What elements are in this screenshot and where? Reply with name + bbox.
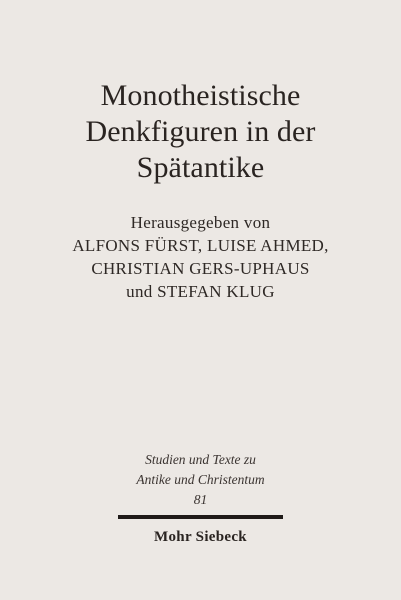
- editors-line-1: ALFONS FÜRST, LUISE AHMED,: [72, 236, 329, 255]
- editors-line-2: CHRISTIAN GERS-UPHAUS: [91, 259, 310, 278]
- editors: [0, 211, 401, 303]
- series-line-2: Antike und Christentum: [136, 472, 265, 487]
- editors-label: Herausgegeben von: [130, 213, 271, 232]
- publisher-rule: [118, 515, 283, 519]
- publisher-name: Mohr Siebeck: [154, 529, 247, 545]
- title-line-3: Spätantike: [136, 151, 265, 184]
- title-line-1: Monotheistische: [100, 79, 301, 112]
- book-title: [0, 78, 401, 186]
- title-line-2: Denkfiguren in der: [85, 115, 316, 148]
- series-line-1: Studien und Texte zu: [145, 452, 256, 467]
- series-info: [0, 450, 401, 510]
- editors-line-3: und STEFAN KLUG: [126, 282, 275, 301]
- series-number: 81: [193, 492, 208, 507]
